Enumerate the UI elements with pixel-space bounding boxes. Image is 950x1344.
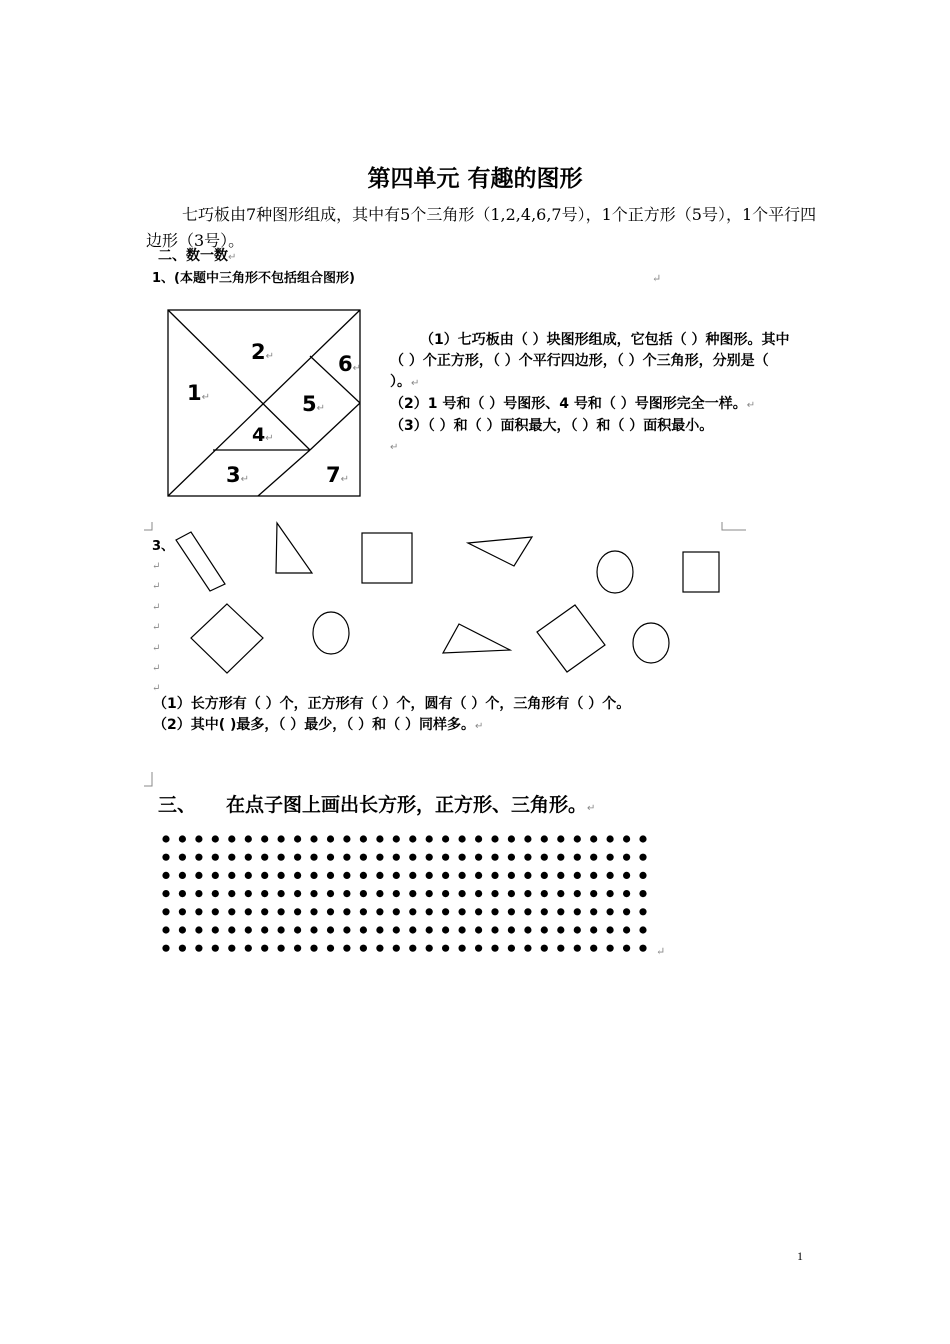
grid-dot: [162, 945, 169, 952]
grid-dot: [245, 945, 252, 952]
grid-dot: [294, 926, 301, 933]
grid-dot: [162, 926, 169, 933]
question-1-item: （3）（ ）和（ ）面积最大，（ ）和（ ）面积最小。: [390, 418, 714, 434]
grid-dot: [261, 835, 268, 842]
grid-dot: [639, 872, 646, 879]
tangram-number-7: 7↵: [326, 463, 350, 487]
grid-dot: [310, 890, 317, 897]
rectangle-shape: [176, 532, 225, 591]
grid-dot: [459, 926, 466, 933]
grid-dot: [590, 835, 597, 842]
grid-dot: [327, 908, 334, 915]
grid-dot: [179, 908, 186, 915]
grid-dot: [212, 835, 219, 842]
grid-dot: [442, 872, 449, 879]
paragraph-mark: ↵: [652, 272, 662, 285]
grid-dot: [426, 872, 433, 879]
grid-dot: [541, 835, 548, 842]
question-1-item: （2）1 号和（ ）号图形、4 号和（ ）号图形完全一样。↵: [390, 396, 756, 412]
grid-dot: [623, 908, 630, 915]
grid-dot: [327, 872, 334, 879]
grid-dot: [557, 926, 564, 933]
grid-dot: [343, 854, 350, 861]
grid-dot: [195, 854, 202, 861]
grid-dot: [491, 926, 498, 933]
grid-dot: [245, 872, 252, 879]
grid-dot: [541, 945, 548, 952]
question-1-label: 1、(本题中三角形不包括组合图形): [152, 271, 355, 286]
grid-dot: [541, 872, 548, 879]
grid-dot: [541, 890, 548, 897]
grid-dot: [442, 926, 449, 933]
tangram-number-1: 1↵: [187, 381, 211, 405]
grid-dot: [360, 835, 367, 842]
grid-dot: [162, 908, 169, 915]
grid-dot: [179, 872, 186, 879]
grid-dot: [508, 872, 515, 879]
grid-dot: [179, 835, 186, 842]
grid-dot: [409, 854, 416, 861]
square-shape: [191, 604, 263, 673]
grid-dot: [459, 908, 466, 915]
grid-dot: [310, 835, 317, 842]
grid-dot: [179, 890, 186, 897]
grid-dot: [508, 926, 515, 933]
grid-dot: [343, 890, 350, 897]
grid-dot: [195, 945, 202, 952]
grid-dot: [475, 926, 482, 933]
grid-dot: [590, 890, 597, 897]
grid-dot: [162, 872, 169, 879]
grid-dot: [212, 872, 219, 879]
grid-dot: [639, 908, 646, 915]
grid-dot: [327, 835, 334, 842]
grid-dot: [607, 872, 614, 879]
grid-dot: [376, 926, 383, 933]
grid-dot: [409, 835, 416, 842]
grid-dot: [261, 926, 268, 933]
grid-dot: [393, 872, 400, 879]
grid-dot: [261, 872, 268, 879]
grid-dot: [278, 872, 285, 879]
grid-dot: [524, 835, 531, 842]
paragraph-mark: ↵: [656, 945, 666, 958]
grid-dot: [541, 908, 548, 915]
grid-dot: [228, 872, 235, 879]
grid-dot: [195, 926, 202, 933]
grid-dot: [607, 835, 614, 842]
grid-dot: [607, 890, 614, 897]
grid-dot: [327, 945, 334, 952]
grid-dot: [310, 945, 317, 952]
grid-dot: [278, 835, 285, 842]
grid-dot: [195, 908, 202, 915]
page-title: 第四单元 有趣的图形: [367, 165, 583, 192]
grid-dot: [426, 926, 433, 933]
grid-dot: [541, 926, 548, 933]
grid-dot: [491, 835, 498, 842]
grid-dot: [574, 854, 581, 861]
grid-dot: [393, 908, 400, 915]
grid-dot: [294, 908, 301, 915]
grid-dot: [623, 835, 630, 842]
grid-dot: [442, 890, 449, 897]
grid-dot: [459, 945, 466, 952]
grid-dot: [195, 890, 202, 897]
grid-dot: [327, 890, 334, 897]
grid-dot: [343, 908, 350, 915]
grid-dot: [245, 890, 252, 897]
triangle-shape: [276, 523, 312, 573]
grid-dot: [360, 926, 367, 933]
grid-dot: [574, 872, 581, 879]
grid-dot: [607, 945, 614, 952]
grid-dot: [524, 854, 531, 861]
grid-dot: [442, 945, 449, 952]
grid-dot: [557, 872, 564, 879]
grid-dot: [639, 854, 646, 861]
grid-dot: [590, 872, 597, 879]
grid-dot: [442, 854, 449, 861]
grid-dot: [557, 945, 564, 952]
grid-dot: [294, 890, 301, 897]
grid-dot: [261, 908, 268, 915]
grid-dot: [623, 945, 630, 952]
grid-dot: [557, 854, 564, 861]
grid-dot: [508, 890, 515, 897]
grid-dot: [228, 945, 235, 952]
grid-dot: [590, 908, 597, 915]
question-3-label: 3、: [152, 539, 175, 554]
grid-dot: [574, 890, 581, 897]
grid-dot: [278, 854, 285, 861]
tangram-number-2: 2↵: [251, 340, 275, 364]
grid-dot: [623, 890, 630, 897]
tangram-number-6: 6↵: [338, 352, 362, 376]
grid-dot: [278, 908, 285, 915]
grid-dot: [574, 835, 581, 842]
grid-dot: [310, 926, 317, 933]
grid-dot: [376, 945, 383, 952]
circle-shape: [633, 623, 669, 663]
grid-dot: [491, 872, 498, 879]
grid-dot: [327, 854, 334, 861]
grid-dot: [623, 872, 630, 879]
grid-dot: [245, 835, 252, 842]
grid-dot: [491, 908, 498, 915]
grid-dot: [574, 908, 581, 915]
grid-dot: [459, 890, 466, 897]
grid-dot: [426, 890, 433, 897]
grid-dot: [459, 835, 466, 842]
grid-dot: [475, 890, 482, 897]
grid-dot: [623, 854, 630, 861]
grid-dot: [590, 926, 597, 933]
page-number: 1: [797, 1249, 803, 1263]
grid-dot: [195, 872, 202, 879]
grid-dot: [459, 872, 466, 879]
grid-dot: [360, 854, 367, 861]
grid-dot: [607, 908, 614, 915]
grid-dot: [607, 926, 614, 933]
grid-dot: [376, 872, 383, 879]
grid-dot: [475, 835, 482, 842]
grid-dot: [475, 945, 482, 952]
grid-dot: [475, 908, 482, 915]
tangram-line: [168, 310, 310, 450]
grid-dot: [212, 908, 219, 915]
grid-dot: [409, 872, 416, 879]
grid-dot: [376, 835, 383, 842]
grid-dot: [393, 945, 400, 952]
grid-dot: [162, 854, 169, 861]
grid-dot: [639, 890, 646, 897]
section-3-heading: 三、 在点子图上画出长方形，正方形、三角形。↵: [158, 794, 596, 816]
intro-paragraph: 七巧板由7种图形组成，其中有5个三角形（1,2,4,6,7号），1个正方形（5号），1个平行四边形（3号）。: [146, 205, 817, 250]
paragraph-mark: ↵: [390, 442, 399, 453]
grid-dot: [310, 872, 317, 879]
grid-dot: [294, 872, 301, 879]
grid-dot: [409, 890, 416, 897]
grid-dot: [557, 890, 564, 897]
grid-dot: [442, 908, 449, 915]
grid-dot: [212, 926, 219, 933]
grid-dot: [261, 854, 268, 861]
grid-dot: [393, 890, 400, 897]
tangram-line: [258, 450, 310, 496]
grid-dot: [162, 890, 169, 897]
section-2-heading: 二、数一数↵: [158, 248, 237, 264]
grid-dot: [228, 890, 235, 897]
grid-dot: [574, 945, 581, 952]
grid-dot: [376, 854, 383, 861]
question-3-items: [153, 694, 753, 737]
grid-dot: [212, 854, 219, 861]
grid-dot: [541, 854, 548, 861]
grid-dot: [360, 890, 367, 897]
tangram-number-4: 4↵: [252, 424, 274, 446]
grid-dot: [310, 908, 317, 915]
grid-dot: [261, 945, 268, 952]
grid-dot: [524, 926, 531, 933]
grid-dot: [162, 835, 169, 842]
grid-dot: [294, 945, 301, 952]
grid-dot: [245, 908, 252, 915]
paragraph-marks-column: ↵ ↵ ↵ ↵ ↵ ↵ ↵: [152, 561, 161, 695]
grid-dot: [360, 945, 367, 952]
question-3-item: （2）其中( )最多，（ ）最少，（ ）和（ ）同样多。↵: [153, 717, 484, 733]
tangram-number-5: 5↵: [302, 392, 326, 416]
question-1-items: [390, 330, 790, 458]
grid-dot: [409, 926, 416, 933]
grid-dot: [245, 854, 252, 861]
grid-dot: [491, 945, 498, 952]
grid-dot: [607, 854, 614, 861]
grid-dot: [360, 872, 367, 879]
grid-dot: [245, 926, 252, 933]
grid-dot: [228, 926, 235, 933]
grid-dot: [343, 835, 350, 842]
grid-dot: [426, 945, 433, 952]
grid-dot: [524, 872, 531, 879]
grid-dot: [393, 854, 400, 861]
grid-dot: [228, 835, 235, 842]
grid-dot: [212, 945, 219, 952]
grid-dot: [524, 945, 531, 952]
grid-dot: [376, 908, 383, 915]
grid-dot: [508, 854, 515, 861]
grid-dot: [343, 872, 350, 879]
grid-dot: [524, 908, 531, 915]
grid-dot: [508, 908, 515, 915]
square-shape: [537, 605, 605, 672]
grid-dot: [442, 835, 449, 842]
grid-dot: [590, 854, 597, 861]
grid-dot: [409, 945, 416, 952]
grid-dot: [195, 835, 202, 842]
square-shape: [683, 552, 719, 592]
grid-dot: [179, 945, 186, 952]
grid-dot: [393, 835, 400, 842]
grid-dot: [590, 945, 597, 952]
grid-dot: [228, 908, 235, 915]
triangle-shape: [443, 624, 510, 653]
tangram-number-3: 3↵: [226, 463, 250, 487]
grid-dot: [294, 835, 301, 842]
grid-dot: [574, 926, 581, 933]
grid-dot: [557, 908, 564, 915]
grid-dot: [376, 890, 383, 897]
grid-dot: [639, 926, 646, 933]
grid-dot: [459, 854, 466, 861]
grid-dot: [491, 854, 498, 861]
grid-dot: [228, 854, 235, 861]
grid-dot: [310, 854, 317, 861]
grid-dot: [639, 945, 646, 952]
grid-dot: [491, 890, 498, 897]
grid-dot: [343, 926, 350, 933]
triangle-shape: [468, 537, 532, 566]
grid-dot: [343, 945, 350, 952]
grid-dot: [508, 835, 515, 842]
grid-dot: [278, 926, 285, 933]
circle-shape: [313, 612, 349, 654]
grid-dot: [179, 926, 186, 933]
grid-dot: [426, 835, 433, 842]
grid-dot: [393, 926, 400, 933]
question-3-item: （1）长方形有（ ）个，正方形有（ ）个，圆有（ ）个，三角形有（ ）个。: [153, 696, 631, 712]
grid-dot: [524, 890, 531, 897]
grid-dot: [508, 945, 515, 952]
grid-dot: [639, 835, 646, 842]
grid-dot: [360, 908, 367, 915]
grid-dot: [475, 854, 482, 861]
grid-dot: [426, 854, 433, 861]
circle-shape: [597, 551, 633, 593]
grid-dot: [409, 908, 416, 915]
grid-dot: [212, 890, 219, 897]
grid-dot: [623, 926, 630, 933]
grid-dot: [294, 854, 301, 861]
grid-dot: [327, 926, 334, 933]
grid-dot: [426, 908, 433, 915]
grid-dot: [475, 872, 482, 879]
grid-dot: [557, 835, 564, 842]
grid-dot: [179, 854, 186, 861]
grid-dot: [261, 890, 268, 897]
grid-dot: [278, 945, 285, 952]
square-shape: [362, 533, 412, 583]
grid-dot: [278, 890, 285, 897]
question-1-item: （1）七巧板由（ ）块图形组成，它包括（ ）种图形。其中（ ）个正方形，（ ）个平行四边形，（ ）个三角形，分别是（ ）。↵: [390, 332, 790, 390]
